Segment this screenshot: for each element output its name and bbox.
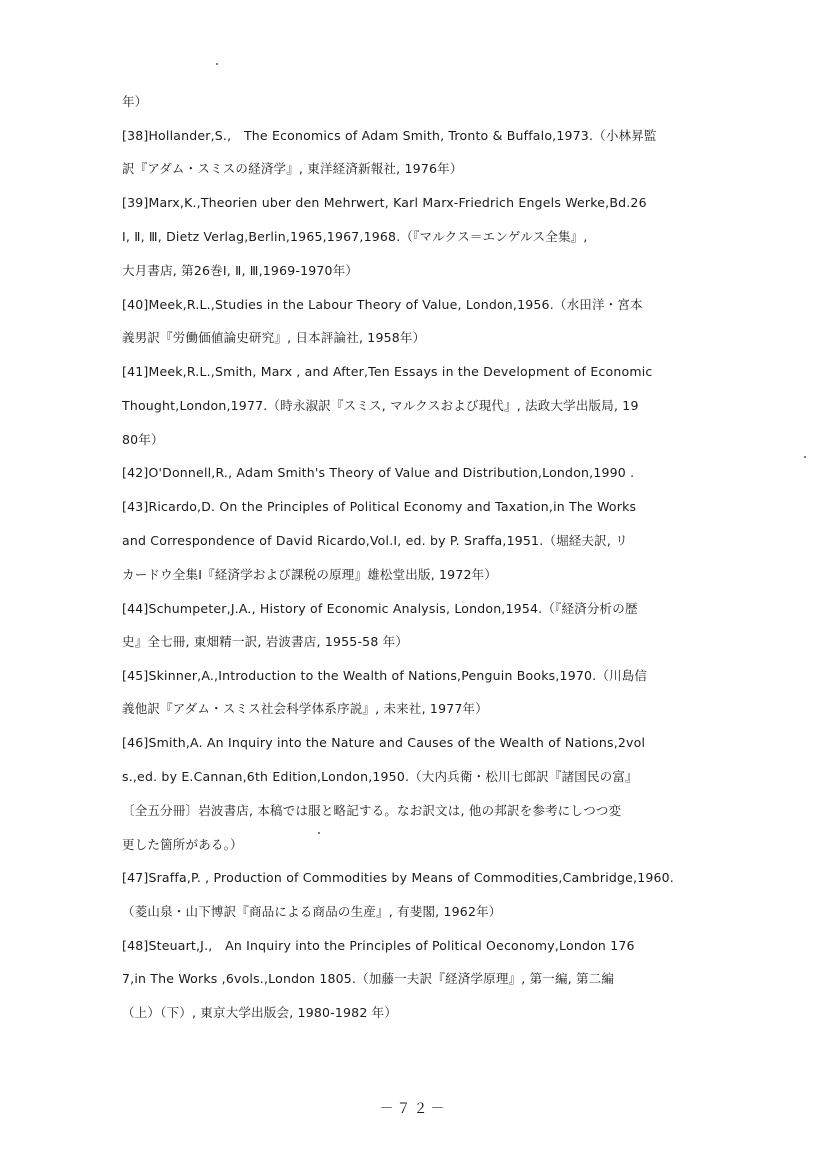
scan-speck <box>804 456 806 458</box>
reference-line: 〔全五分冊〕岩波書店, 本稿では服と略記する。なお訳文は, 他の邦訳を参考にしつつ変 <box>122 803 622 818</box>
page-number: －７２－ <box>379 1101 448 1117</box>
reference-line: [45]Skinner,A.,Introduction to the Wealth of Nations,Penguin Books,1970.（川島信 <box>122 668 648 683</box>
scan-speck <box>318 832 320 834</box>
reference-line: 史』全七冊, 東畑精一訳, 岩波書店, 1955-58 年） <box>122 634 409 649</box>
reference-line: s.,ed. by E.Cannan,6th Edition,London,1950.（大内兵衛・松川七郎訳『諸国民の富』 <box>122 769 638 784</box>
reference-line: [46]Smith,A. An Inquiry into the Nature and Causes of the Wealth of Nations,2vol <box>122 735 646 750</box>
reference-line: 訳『アダム・スミスの経済学』, 東洋経済新報社, 1976年） <box>122 161 463 176</box>
reference-line: Thought,London,1977.（時永淑訳『スミス, マルクスおよび現代』, 法政大学出版局, 19 <box>122 398 639 413</box>
reference-line: [39]Marx,K.,Theorien uber den Mehrwert, Karl Marx-Friedrich Engels Werke,Bd.26 <box>122 195 647 210</box>
reference-line: 7,in The Works ,6vols.,London 1805.（加藤一夫訳『経済学原理』, 第一編, 第二編 <box>122 971 615 986</box>
reference-line: 大月書店, 第26巻Ⅰ, Ⅱ, Ⅲ,1969-1970年） <box>122 263 359 278</box>
reference-line: （上）（下）, 東京大学出版会, 1980-1982 年） <box>122 1005 398 1020</box>
reference-line: [41]Meek,R.L.,Smith, Marx , and After,Ten Essays in the Development of Economic <box>122 364 653 379</box>
reference-line: カードウ全集Ⅰ『経済学および課税の原理』雄松堂出版, 1972年） <box>122 567 498 582</box>
reference-line: 義他訳『アダム・スミス社会科学体系序説』, 未来社, 1977年） <box>122 701 488 716</box>
reference-line: [40]Meek,R.L.,Studies in the Labour Theory of Value, London,1956.（水田洋・宮本 <box>122 297 643 312</box>
reference-line: 年） <box>122 94 148 109</box>
reference-line: 義男訳『労働価値論史研究』, 日本評論社, 1958年） <box>122 330 426 345</box>
reference-line: [48]Steuart,J., An Inquiry into the Principles of Political Oeconomy,London 176 <box>122 938 635 953</box>
reference-line: [47]Sraffa,P. , Production of Commodities by Means of Commodities,Cambridge,1960. <box>122 870 674 885</box>
reference-line: Ⅰ, Ⅱ, Ⅲ, Dietz Verlag,Berlin,1965,1967,1968.（『マルクス＝エンゲルス全集』, <box>122 229 588 244</box>
reference-line: 更した箇所がある。） <box>122 837 243 852</box>
reference-line: （菱山泉・山下博訳『商品による商品の生産』, 有斐閣, 1962年） <box>122 904 502 919</box>
reference-line: [38]Hollander,S., The Economics of Adam Smith, Tronto & Buffalo,1973.（小林昇監 <box>122 128 657 143</box>
scan-speck <box>216 63 218 65</box>
reference-line: [42]O'Donnell,R., Adam Smith's Theory of Value and Distribution,London,1990 . <box>122 465 635 480</box>
reference-line: [44]Schumpeter,J.A., History of Economic Analysis, London,1954.（『経済分析の歴 <box>122 601 638 616</box>
reference-line: [43]Ricardo,D. On the Principles of Political Economy and Taxation,in The Works <box>122 499 637 514</box>
reference-line: and Correspondence of David Ricardo,Vol.Ⅰ, ed. by P. Sraffa,1951.（堀経夫訳, リ <box>122 533 628 548</box>
reference-line: 80年） <box>122 432 164 447</box>
